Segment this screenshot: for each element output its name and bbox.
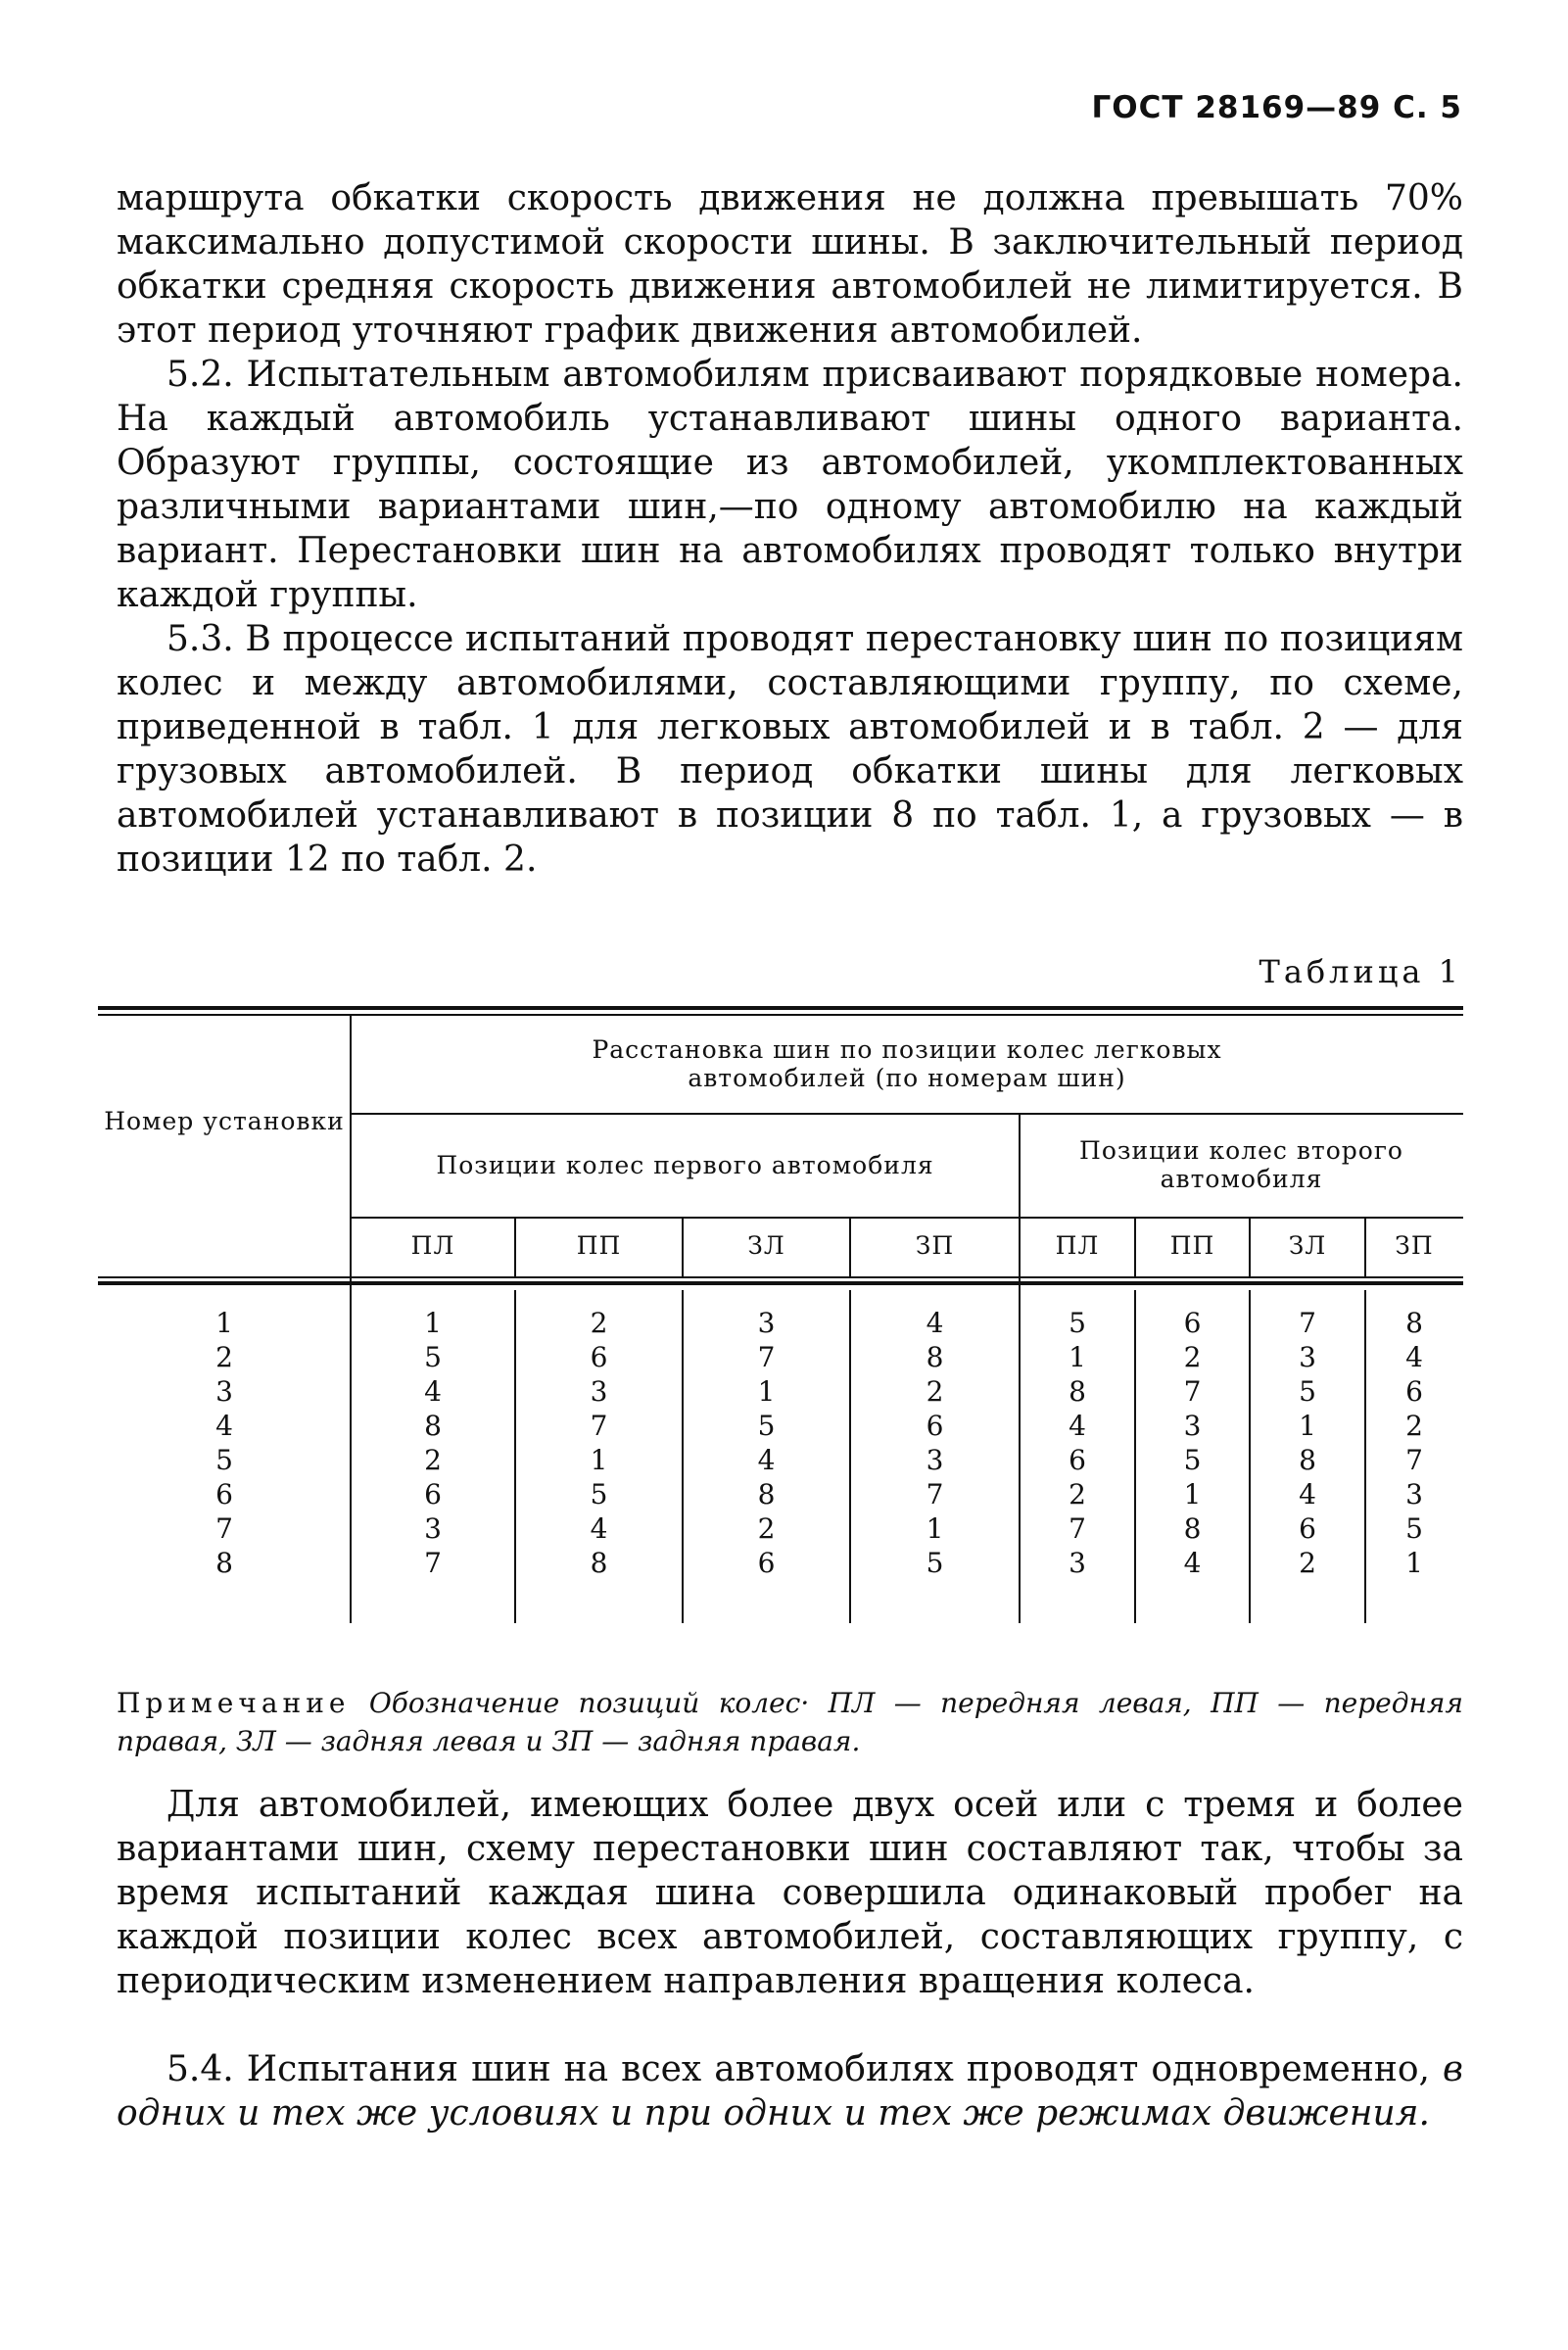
column-header: ЗП [915, 1231, 955, 1260]
row-number-cell: 6 [215, 1478, 233, 1511]
paragraph-multi-axle-text: Для автомобилей, имеющих более двух осей или с тремя и более вариантами шин, схему перестановки шин составляют так, чтобы за время испытаний каждая шина совершила одинаковый пробег на каждой позиции колес всех автомобилей, составляющих группу, с периодическим изменением направления вращения колеса. [117, 1785, 1463, 2001]
table-cell: 8 [424, 1410, 442, 1442]
table-cell: 2 [1405, 1410, 1423, 1442]
paragraph-5-4-italic: в одних и тех же условиях и при одних и тех же режимах движения. [117, 2049, 1463, 2134]
column-header: ПП [576, 1231, 622, 1260]
page-header: ГОСТ 28169—89 С. 5 [1091, 90, 1462, 125]
table-cell: 8 [590, 1547, 608, 1579]
table-cell: 3 [757, 1307, 776, 1339]
paragraph-5-3 [117, 617, 1463, 882]
tire-rotation-table [98, 1004, 1463, 1623]
table-cell: 2 [424, 1444, 442, 1476]
table-cell: 6 [1183, 1307, 1202, 1339]
table-cell: 5 [757, 1410, 776, 1442]
paragraph-1 [117, 176, 1463, 353]
table-cell: 2 [757, 1512, 776, 1545]
table-cell: 4 [1183, 1547, 1202, 1579]
paragraph-5-4 [117, 2047, 1463, 2135]
table-cell: 3 [1405, 1478, 1423, 1511]
table-cell: 7 [926, 1478, 944, 1511]
table-cell: 1 [590, 1444, 608, 1476]
table-cell: 8 [1405, 1307, 1423, 1339]
table-cell: 7 [590, 1410, 608, 1442]
table-cell: 8 [757, 1478, 776, 1511]
column-header: ЗЛ [747, 1231, 785, 1260]
row-number-cell: 1 [215, 1307, 233, 1339]
table-cell: 6 [424, 1478, 442, 1511]
table-cell: 5 [424, 1341, 442, 1373]
table-cell: 1 [1405, 1547, 1423, 1579]
table-cell: 6 [926, 1410, 944, 1442]
table-cell: 2 [590, 1307, 608, 1339]
table-cell: 3 [926, 1444, 944, 1476]
paragraph-5-4-text [117, 2047, 1463, 2135]
second-car-header: Позиции колес второго автомобиля [1079, 1136, 1403, 1193]
table-cell: 5 [1405, 1512, 1423, 1545]
row-number-cell: 3 [215, 1375, 233, 1408]
table-cell: 6 [1299, 1512, 1316, 1545]
row-header: Номер установки [104, 1107, 345, 1135]
table-cell: 5 [926, 1547, 944, 1579]
table-cell: 6 [1069, 1444, 1086, 1476]
table-cell: 7 [1405, 1444, 1423, 1476]
row-number-cell: 7 [215, 1512, 233, 1545]
row-number-cell: 8 [215, 1547, 233, 1579]
table-cell: 1 [1299, 1410, 1316, 1442]
note-label: Примечание [117, 1687, 351, 1719]
paragraph-5-2-text: 5.2. Испытательным автомобилям присваивают порядковые номера. На каждый автомобиль устанавливают шины одного варианта. Образуют группы, состоящие из автомобилей, укомплектованных различными вариантами шин,—по одному автомобилю на каждый вариант. Перестановки шин на автомобилях проводят только внутри каждой группы. [117, 355, 1463, 615]
paragraph-5-3-text: 5.3. В процессе испытаний проводят перестановку шин по позициям колес и между автомобилями, составляющими группу, по схеме, приведенной в табл. 1 для легковых автомобилей и в табл. 2 — для грузовых автомобилей. В период обкатки шины для легковых автомобилей устанавливают в позиции 8 по табл. 1, а грузовых — в позиции 12 по табл. 2. [117, 619, 1463, 880]
column-header: ЗП [1395, 1231, 1434, 1260]
group-header: Расстановка шин по позиции колес легковых автомобилей (по номерам шин) [592, 1035, 1222, 1092]
table-cell: 3 [424, 1512, 442, 1545]
table-note [117, 1684, 1463, 1760]
table-cell: 3 [1299, 1341, 1316, 1373]
table-cell: 8 [1183, 1512, 1202, 1545]
table-cell: 7 [757, 1341, 776, 1373]
table-cell: 7 [1069, 1512, 1086, 1545]
table-cell: 7 [1183, 1375, 1202, 1408]
table-cell: 4 [1299, 1478, 1316, 1511]
first-car-header: Позиции колес первого автомобиля [436, 1151, 934, 1179]
column-header: ПП [1169, 1231, 1215, 1260]
table-cell: 4 [1405, 1341, 1423, 1373]
table-cell: 5 [590, 1478, 608, 1511]
column-header: ПЛ [410, 1231, 455, 1260]
table-cell: 1 [424, 1307, 442, 1339]
table-cell: 5 [1299, 1375, 1316, 1408]
table-cell: 4 [1069, 1410, 1086, 1442]
table-cell: 5 [1069, 1307, 1086, 1339]
table-cell: 5 [1183, 1444, 1202, 1476]
table-cell: 3 [1183, 1410, 1202, 1442]
table-cell: 4 [757, 1444, 776, 1476]
table-cell: 2 [1183, 1341, 1202, 1373]
table-cell: 8 [1069, 1375, 1086, 1408]
table-cell: 2 [1069, 1478, 1086, 1511]
table-cell: 6 [590, 1341, 608, 1373]
note-text: Обозначение позиций колес· ПЛ — передняя левая, ПП — передняя правая, ЗЛ — задняя левая и ЗП — задняя правая. [117, 1687, 1464, 1757]
row-number-cell: 5 [215, 1444, 233, 1476]
table-caption: Таблица 1 [1259, 953, 1462, 990]
paragraph-multi-axle [117, 1783, 1463, 2003]
table-cell: 3 [590, 1375, 608, 1408]
column-header: ПЛ [1055, 1231, 1100, 1260]
paragraph-1-text: маршрута обкатки скорость движения не должна превышать 70% максимально допустимой скорости шины. В заключительный период обкатки средняя скорость движения автомобилей не лимитируется. В этот период уточняют график движения автомобилей. [117, 178, 1463, 351]
table-cell: 6 [1405, 1375, 1423, 1408]
table-cell: 2 [1299, 1547, 1316, 1579]
table-cell: 7 [424, 1547, 442, 1579]
table-cell: 6 [757, 1547, 776, 1579]
paragraph-5-2 [117, 353, 1463, 617]
paragraph-5-4-start: 5.4. Испытания шин на всех автомобилях проводят одновременно, [166, 2049, 1430, 2089]
table-cell: 2 [926, 1375, 944, 1408]
row-number-cell: 4 [215, 1410, 233, 1442]
table-cell: 1 [1069, 1341, 1086, 1373]
column-header: ЗЛ [1288, 1231, 1327, 1260]
table-cell: 8 [926, 1341, 944, 1373]
table-cell: 4 [590, 1512, 608, 1545]
table-cell: 4 [424, 1375, 442, 1408]
table-cell: 1 [1183, 1478, 1202, 1511]
table-cell: 1 [757, 1375, 776, 1408]
table-cell: 3 [1069, 1547, 1086, 1579]
table-cell: 8 [1299, 1444, 1316, 1476]
row-number-cell: 2 [215, 1341, 233, 1373]
table-cell: 7 [1299, 1307, 1316, 1339]
table-cell: 4 [926, 1307, 944, 1339]
table-cell: 1 [926, 1512, 944, 1545]
